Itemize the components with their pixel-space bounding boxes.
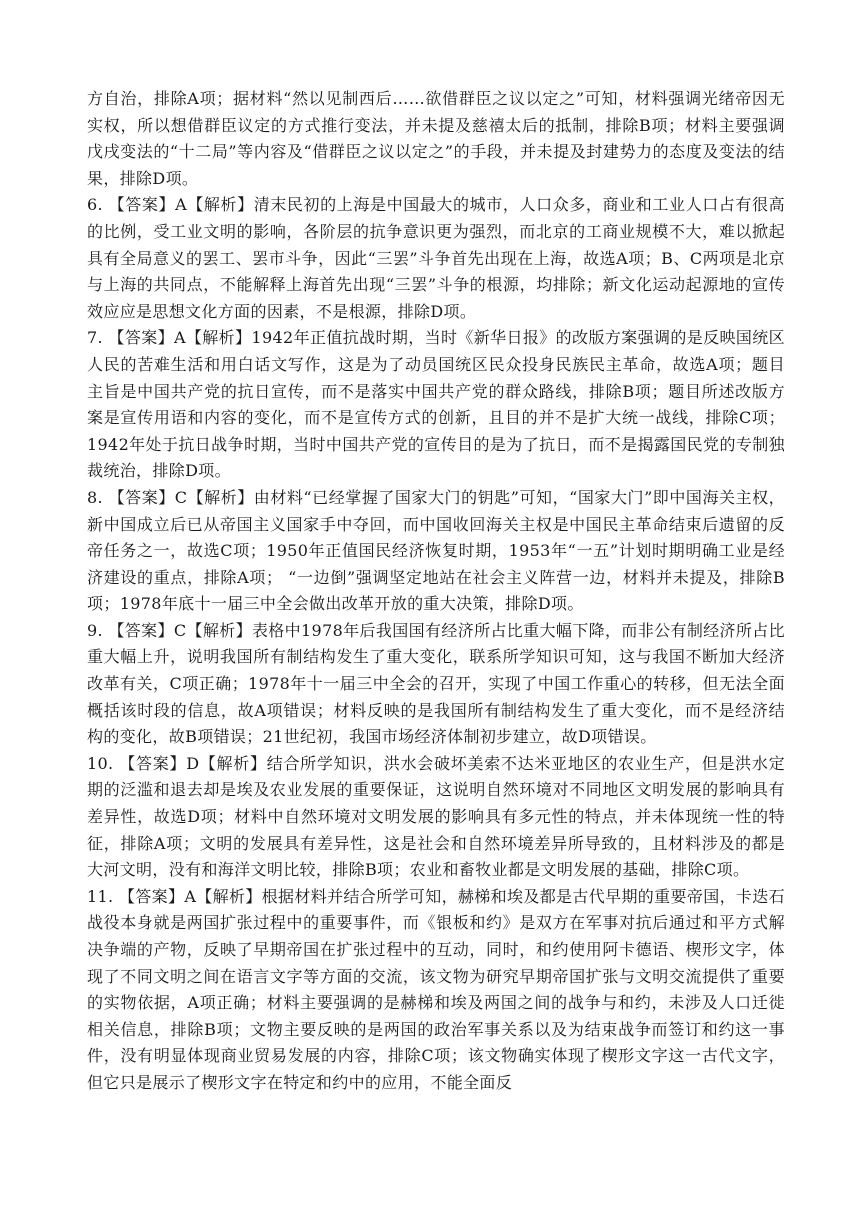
document-page: [87, 86, 785, 1097]
answer-paragraph-6: 6. 【答案】A【解析】清末民初的上海是中国最大的城市，人口众多，商业和工业人口占有很高的比例，受工业文明的影响，各阶层的抗争意识更为强烈，而北京的工商业规模不大，难以掀起具有全局意义的罢工、罢市斗争，因此“三罢”斗争首先出现在上海，故选A项；B、C两项是北京与上海的共同点，不能解释上海首先出现“三罢”斗争的根源，均排除；新文化运动起源地的宣传效应应是思想文化方面的因素，不是根源，排除D项。: [87, 195, 785, 321]
answer-paragraph-continuation: 方自治，排除A项；据材料“然以见制西后……欲借群臣之议以定之”可知，材料强调光绪帝因无实权，所以想借群臣议定的方式推行变法，并未提及慈禧太后的抵制，排除B项；材料主要强调戊戌变法的“十二局”等内容及“借群臣之议以定之”的手段，并未提及封建势力的态度及变法的结果，排除D项。: [87, 89, 785, 188]
answer-paragraph-9: 9. 【答案】C【解析】表格中1978年后我国国有经济所占比重大幅下降，而非公有制经济所占比重大幅上升，说明我国所有制结构发生了重大变化，联系所学知识可知，这与我国不断加大经济改革有关，C项正确；1978年十一届三中全会的召开，实现了中国工作重心的转移，但无法全面概括该时段的信息，故A项错误；材料反映的是我国所有制结构发生了重大变化，而不是经济结构的变化，故B项错误；21世纪初，我国市场经济体制初步建立，故D项错误。: [87, 620, 785, 747]
answer-paragraph-11: 11. 【答案】A【解析】根据材料并结合所学可知，赫梯和埃及都是古代早期的重要帝国，卡迭石战役本身就是两国扩张过程中的重要事件，而《银板和约》是双方在军事对抗后通过和平方式解决争端的产物，反映了早期帝国在扩张过程中的互动，同时，和约使用阿卡德语、楔形文字，体现了不同文明之间在语言文字等方面的交流，该文物为研究早期帝国扩张与文明交流提供了重要的实物依据，A项正确；材料主要强调的是赫梯和埃及两国之间的战争与和约，未涉及人口迁徙相关信息，排除B项；文物主要反映的是两国的政治军事关系以及为结束战争而签订和约这一事件，没有明显体现商业贸易发展的内容，排除C项；该文物确实体现了楔形文字这一古代文字，但它只是展示了楔形文字在特定和约中的应用，不能全面反: [87, 886, 785, 1092]
answer-paragraph-8: 8. 【答案】C【解析】由材料“已经掌握了国家大门的钥匙”可知，“国家大门”即中国海关主权，新中国成立后已从帝国主义国家手中夺回，而中国收回海关主权是中国民主革命结束后遗留的反帝任务之一，故选C项；1950年正值国民经济恢复时期，1953年“一五”计划时期明确工业是经济建设的重点，排除A项； “一边倒”强调坚定地站在社会主义阵营一边，材料并未提及，排除B项；1978年底十一届三中全会做出改革开放的重大决策，排除D项。: [87, 487, 785, 614]
answer-paragraph-7: 7. 【答案】A【解析】1942年正值抗战时期，当时《新华日报》的改版方案强调的是反映国统区人民的苦难生活和用白话文写作，这是为了动员国统区民众投身民族民主革命，故选A项；题目主旨是中国共产党的抗日宣传，而不是落实中国共产党的群众路线，排除B项；题目所述改版方案是宣传用语和内容的变化，而不是宣传方式的创新，且目的并不是扩大统一战线，排除C项；1942年处于抗日战争时期，当时中国共产党的宣传目的是为了抗日，而不是揭露国民党的专制独裁统治，排除D项。: [87, 328, 785, 481]
answer-paragraph-10: 10. 【答案】D【解析】结合所学知识，洪水会破坏美索不达米亚地区的农业生产，但是洪水定期的泛滥和退去却是埃及农业发展的重要保证，这说明自然环境对不同地区文明发展的影响具有差异性，故选D项；材料中自然环境对文明发展的影响具有多元性的特点，并未体现统一性的特征，排除A项；文明的发展具有差异性，这是社会和自然环境差异所导致的，且材料涉及的都是大河文明，没有和海洋文明比较，排除B项；农业和畜牧业都是文明发展的基础，排除C项。: [87, 753, 785, 880]
